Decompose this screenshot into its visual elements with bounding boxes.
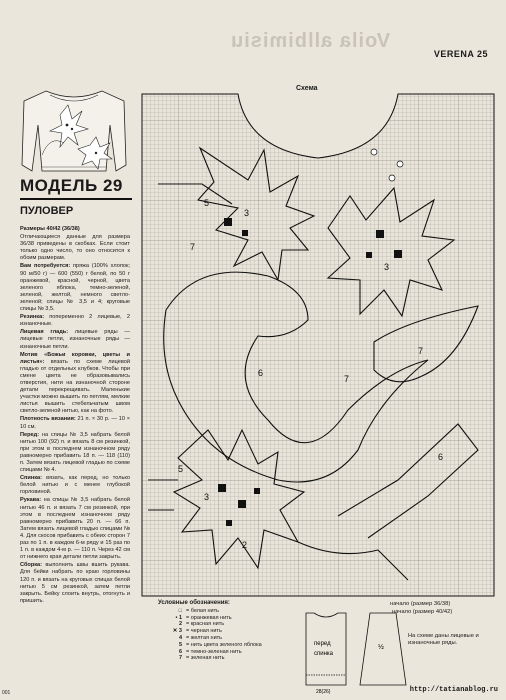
assembly-paragraph [20, 562, 130, 605]
legend-text: = черная нить [186, 628, 222, 635]
svg-text:5: 5 [204, 198, 210, 208]
garment-schema [300, 605, 420, 695]
legend-symbol: ✕ 3 [172, 628, 182, 635]
legend-title: Условные обозначения: [158, 600, 230, 606]
brand-page-number: VERENA 25 [433, 49, 488, 59]
legend-symbol: 6 [178, 648, 182, 655]
legend-text: = темно-зеленая нить [186, 648, 242, 655]
rib-text: попеременно 2 лицевые, 2 изнаночные. [20, 314, 130, 328]
watermark-url: http://tatianablog.ru [409, 686, 498, 694]
show-through-text: Voila allbimisiu [230, 30, 391, 52]
legend-text: = нить цвета зеленого яблока [186, 641, 262, 648]
front-text: на спицы № 3,5 набрать белой нитью 100 (92) п. и вязать 8 см резинкой, при этом в последнем изнаночном ряду равномерно прибавить 18 п. — 118 (110) п. Затем вязать лицевой гладью по схеме спицами № 4. [20, 431, 130, 474]
svg-text:7: 7 [190, 242, 196, 252]
legend-symbol: 4 [178, 634, 182, 641]
sizes-line: Размеры 40/42 (36/38) [20, 226, 80, 232]
materials-paragraph [20, 263, 130, 313]
legend-item [158, 608, 298, 615]
legend-symbol: • 1 [175, 614, 182, 621]
divider [20, 198, 132, 200]
legend-item [158, 649, 298, 656]
sleeves-label: Рукава: [20, 497, 42, 504]
legend [158, 600, 298, 662]
legend-text: = оранжевая нить [186, 614, 232, 621]
assembly-label: Сборка: [20, 562, 43, 569]
gauge-paragraph [20, 416, 130, 430]
legend-text: = белая нить [186, 607, 219, 614]
legend-text: = желтая нить [186, 634, 223, 641]
schema-front-label: перед [314, 641, 331, 647]
schema-back-label: спинка [314, 651, 334, 657]
back-paragraph [20, 475, 130, 496]
svg-text:2: 2 [242, 540, 248, 550]
gauge-text: 21 п. × 30 р. — 10 × 10 см. [20, 416, 130, 430]
stocking-paragraph [20, 329, 130, 350]
svg-text:3: 3 [244, 208, 250, 218]
motif-text: вязать по схеме лицевой гладью от отдельных клубков. Чтобы при смене цвета не образовывались отверстия, нити на изнаночной стороне детали перекрещивать. Маленькие участки можно вышить по петлям, мелкие листья вышить стебельчатым швом светло-зеленой нитью, как на фото. [20, 358, 130, 415]
gauge-label: Плотность вязания: [20, 416, 76, 423]
start-size-36: начало (размер 36/38) [390, 601, 451, 607]
start-size-40: начало (размер 40/42) [392, 609, 453, 615]
chart-label: Схема [296, 85, 318, 92]
svg-text:6: 6 [438, 452, 444, 462]
svg-text:3: 3 [384, 262, 390, 272]
legend-item [158, 628, 298, 635]
svg-text:5: 5 [178, 464, 184, 474]
materials-label: Вам потребуется: [20, 263, 71, 270]
rib-paragraph [20, 314, 130, 328]
motif-paragraph [20, 352, 130, 416]
sweater-sketch [20, 85, 128, 173]
front-label: Перед: [20, 431, 40, 438]
svg-text:6: 6 [258, 368, 264, 378]
legend-text: = зеленая нить [186, 655, 225, 662]
legend-item [158, 635, 298, 642]
legend-symbol: 2 [178, 621, 182, 628]
sleeves-paragraph [20, 497, 130, 561]
assembly-text: выполнить швы вшить рукава. Для бейки набрать по краю горловины 120 п. и вязать на круговых спицах белой нитью 5 см резинкой, затем петли закрыть. Бейку слоить внутрь, отогнуть и пришить. [20, 562, 130, 604]
legend-item [158, 615, 298, 622]
schema-dimension: 28(26) [316, 689, 331, 695]
svg-text:3: 3 [204, 492, 210, 502]
stocking-label: Лицевая гладь: [20, 329, 69, 336]
legend-symbol: □ [178, 607, 182, 614]
page-number: 001 [2, 690, 11, 696]
svg-text:7: 7 [344, 374, 350, 384]
model-title: МОДЕЛЬ 29 [20, 176, 123, 195]
legend-item [158, 655, 298, 662]
svg-text:7: 7 [418, 346, 424, 356]
knitting-chart [138, 80, 498, 600]
intro-paragraph: Отличающиеся данные для размера 36/38 приведены в скобках. Если стоит только одно число, то оно относится к обоим размерам. [20, 234, 130, 262]
rib-label: Резинка: [20, 314, 45, 321]
instructions-text [20, 226, 130, 606]
front-paragraph [20, 432, 130, 475]
legend-item [158, 642, 298, 649]
back-text: вязать, как перед, но только белой нитью и с менее глубокой горловиной. [20, 475, 130, 496]
schema-sleeve-label: ½ [378, 644, 384, 651]
model-subtitle: ПУЛОВЕР [20, 205, 74, 217]
back-label: Спинка: [20, 475, 43, 482]
legend-symbol: 7 [178, 655, 182, 662]
chart-note: На схеме даны лицевые и изнаночные ряды. [408, 633, 479, 646]
sleeves-text: на спицы № 3,5 набрать белой нитью 46 п. и вязать 7 см резинкой, при этом в последнем изнаночном ряду равномерно прибавить 20 п. — 66 п. Затем вязать лицевой гладью спицами № 4. Для скосов прибавить с обеих сторон 7 раз по 1 п. в каждом 6-м ряду и 15 раз по 1 п. в каждом 4-м р. — 110 п. Через 42 см от нижнего края детали петли закрыть. [20, 497, 130, 561]
legend-text: = красная нить [186, 621, 225, 628]
legend-symbol: 5 [178, 641, 182, 648]
motif-label: Мотив «Божьи коровки, цветы и листья»: [20, 351, 130, 365]
stocking-text: лицевые ряды — лицевые петли, изнаночные ряды — изнаночные петли. [20, 329, 130, 350]
materials-text: пряжа (100% хлопок; 90 м/50 г) — 600 (550) г белой, по 50 г оранжевой, красной, черной, цвета зеленого яблока, темно-зеленой, зеленой, желтой, немного светло-зеленой; спицы № 3,5 и 4; круговые спицы № 3,5. [20, 263, 130, 313]
